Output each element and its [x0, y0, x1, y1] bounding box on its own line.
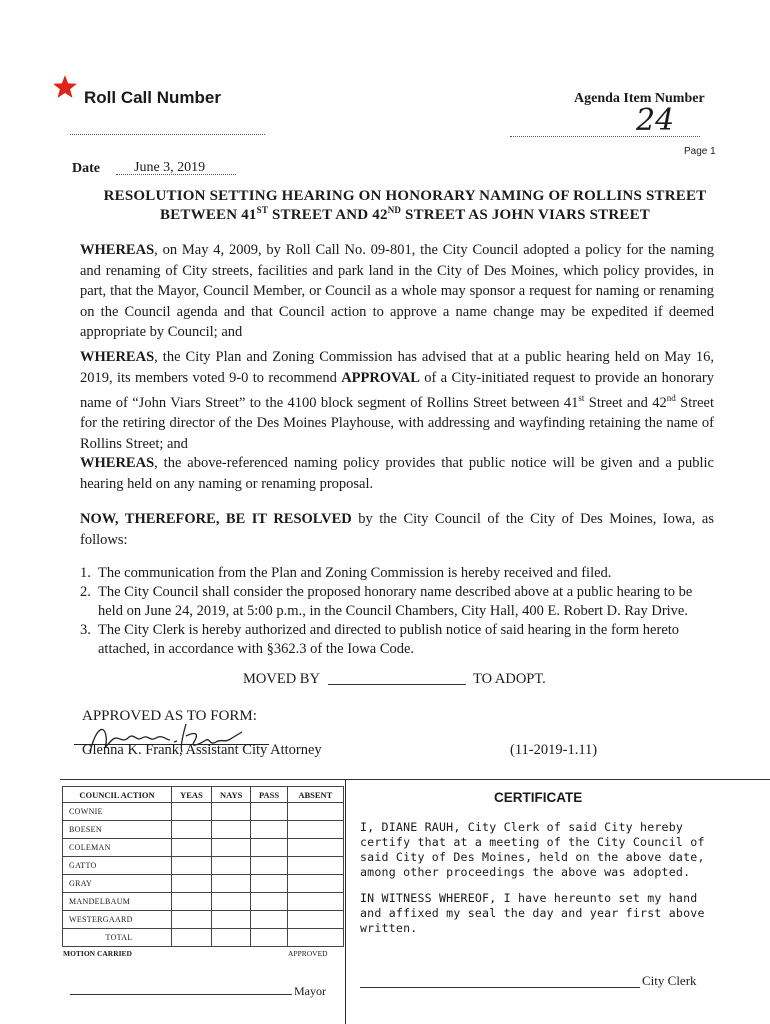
item-number: 1. — [80, 565, 91, 581]
vote-cell — [211, 875, 250, 893]
member-name: COWNIE — [63, 803, 172, 821]
vote-cell — [211, 803, 250, 821]
motion-carried-label: MOTION CARRIED — [63, 949, 132, 958]
table-header-row — [63, 787, 344, 803]
paragraph-text: of a City-initiated request to provide an honorary name of “John Viars Street” to the 4100 block segment of Rollins Street between 41 — [80, 369, 714, 411]
to-adopt-label: TO ADOPT. — [473, 671, 546, 687]
table-row — [63, 857, 344, 875]
whereas-paragraph-3 — [80, 453, 714, 494]
column-divider — [345, 779, 346, 1024]
paragraph-text: Street for the retiring director of the Des Moines Playhouse, with addressing and wayfinding retaining the name of Rollins Street; and — [80, 394, 715, 452]
table-row — [63, 911, 344, 929]
header-yeas: YEAS — [172, 787, 212, 803]
member-name: BOESEN — [63, 821, 172, 839]
member-name: WESTERGAARD — [63, 911, 172, 929]
item-text: The City Clerk is hereby authorized and directed to publish notice of said hearing in the form hereto attached, in accordance with §362.3 of the Iowa Code. — [98, 622, 680, 657]
star-icon — [52, 74, 78, 100]
mayor-label: Mayor — [294, 984, 326, 998]
title-sup: ND — [387, 205, 402, 215]
document-number: (11-2019-1.11) — [510, 742, 598, 758]
sup-text: nd — [666, 393, 676, 403]
roll-call-label: Roll Call Number — [84, 88, 221, 107]
whereas-lead: WHEREAS — [80, 349, 155, 365]
approved-label: APPROVED — [288, 949, 328, 958]
vote-cell — [287, 875, 343, 893]
date-value: June 3, 2019 — [134, 160, 206, 175]
whereas-paragraph-2 — [80, 347, 714, 454]
vote-cell — [251, 929, 287, 947]
moved-by-field — [328, 684, 466, 685]
vote-cell — [251, 803, 287, 821]
item-number: 2. — [80, 584, 91, 600]
section-divider — [60, 779, 770, 780]
table-row — [63, 839, 344, 857]
vote-cell — [287, 821, 343, 839]
vote-cell — [172, 857, 212, 875]
attorney-name: Glenna K. Frank, Assistant City Attorney — [82, 742, 322, 758]
vote-cell — [172, 875, 212, 893]
certificate-heading: CERTIFICATE — [494, 790, 583, 805]
item-number: 3. — [80, 622, 91, 638]
vote-cell — [211, 911, 250, 929]
vote-cell — [287, 911, 343, 929]
vote-cell — [287, 839, 343, 857]
paragraph-text: Street and 42 — [584, 394, 667, 411]
vote-cell — [211, 857, 250, 875]
paragraph-text: , on May 4, 2009, by Roll Call No. 09-801, the City Council adopted a policy for the naming and renaming of City streets, facilities and park land in the City of Des Moines, which policy provides, in part, that the Mayor, Council Member, or Council as a whole may sponsor a request for naming or renaming on the Council agenda and that Council action to approve a name change may be expedited if deemed appropriate by Council; and — [80, 242, 714, 340]
vote-cell — [211, 929, 250, 947]
vote-cell — [172, 911, 212, 929]
item-text: The communication from the Plan and Zoning Commission is hereby received and filed. — [98, 565, 612, 581]
paragraph-text: , the above-referenced naming policy provides that public notice will be given and a public hearing held on any naming or renaming proposal. — [80, 455, 714, 492]
paragraph-text: by the City Council of the City of Des Moines, Iowa, as follows: — [80, 511, 714, 548]
title-part: STREET AND 42 — [268, 207, 388, 223]
title-sup: ST — [256, 205, 269, 215]
certificate-paragraph-2: IN WITNESS WHEREOF, I have hereunto set my hand and affixed my seal the day and year first above written. — [360, 891, 705, 935]
vote-cell — [287, 929, 343, 947]
sup-text: st — [578, 393, 585, 403]
approval-text: APPROVAL — [341, 369, 420, 386]
table-row — [63, 821, 344, 839]
date-label: Date — [72, 161, 100, 176]
list-item — [80, 583, 720, 621]
city-clerk-label: City Clerk — [642, 973, 697, 988]
vote-cell — [287, 893, 343, 911]
vote-cell — [251, 839, 287, 857]
whereas-lead: WHEREAS — [80, 455, 155, 471]
total-label: TOTAL — [63, 929, 172, 947]
vote-cell — [211, 821, 250, 839]
table-row — [63, 875, 344, 893]
vote-cell — [251, 893, 287, 911]
header-absent: ABSENT — [287, 787, 343, 803]
item-text: The City Council shall consider the proposed honorary name described above at a public hearing to be held on June 24, 2019, at 5:00 p.m., in the Council Chambers, City Hall, 400 E. Robert D. Ray Drive. — [98, 584, 693, 619]
moved-by-label: MOVED BY — [243, 671, 320, 687]
whereas-lead: WHEREAS — [80, 242, 155, 258]
agenda-item-number: 24 — [636, 103, 675, 138]
resolution-items — [80, 564, 720, 659]
certificate-paragraph-1: I, DIANE RAUH, City Clerk of said City hereby certify that at a meeting of the City Council of said City of Des Moines, held on the above date, among other proceedings the above was adopted. — [360, 820, 705, 879]
roll-call-number-field — [70, 134, 265, 135]
header-pass: PASS — [251, 787, 287, 803]
resolved-paragraph — [80, 509, 714, 550]
title-part: BETWEEN 41 — [160, 207, 257, 223]
list-item — [80, 621, 720, 659]
resolved-lead: NOW, THEREFORE, BE IT RESOLVED — [80, 511, 352, 527]
vote-cell — [251, 857, 287, 875]
mayor-signature-line — [70, 994, 292, 995]
header-nays: NAYS — [211, 787, 250, 803]
vote-cell — [251, 911, 287, 929]
vote-cell — [172, 839, 212, 857]
vote-cell — [172, 803, 212, 821]
member-name: GATTO — [63, 857, 172, 875]
agenda-item-label: Agenda Item Number — [574, 91, 705, 106]
page-number: Page 1 — [684, 146, 716, 157]
table-row — [63, 893, 344, 911]
clerk-signature-line — [360, 987, 640, 988]
resolution-title-line1: RESOLUTION SETTING HEARING ON HONORARY NAMING OF ROLLINS STREET — [103, 188, 707, 204]
vote-cell — [172, 893, 212, 911]
approved-as-to-form: APPROVED AS TO FORM: — [82, 708, 257, 724]
table-total-row — [63, 929, 344, 947]
vote-cell — [211, 893, 250, 911]
paragraph-text: , the City Plan and Zoning Commission has advised that at a public hearing held on May 16, 2019, its members voted 9-0 to recommend — [80, 349, 714, 386]
member-name: GRAY — [63, 875, 172, 893]
vote-cell — [172, 929, 212, 947]
resolution-title-line2 — [60, 205, 750, 224]
list-item — [80, 564, 720, 583]
vote-cell — [287, 803, 343, 821]
vote-cell — [251, 875, 287, 893]
header-council-action: COUNCIL ACTION — [63, 787, 172, 803]
vote-cell — [287, 857, 343, 875]
member-name: MANDELBAUM — [63, 893, 172, 911]
council-vote-table — [62, 786, 344, 947]
table-row — [63, 803, 344, 821]
title-part: STREET AS JOHN VIARS STREET — [401, 207, 650, 223]
whereas-paragraph-1 — [80, 240, 714, 343]
vote-cell — [251, 821, 287, 839]
vote-cell — [172, 821, 212, 839]
vote-cell — [211, 839, 250, 857]
member-name: COLEMAN — [63, 839, 172, 857]
